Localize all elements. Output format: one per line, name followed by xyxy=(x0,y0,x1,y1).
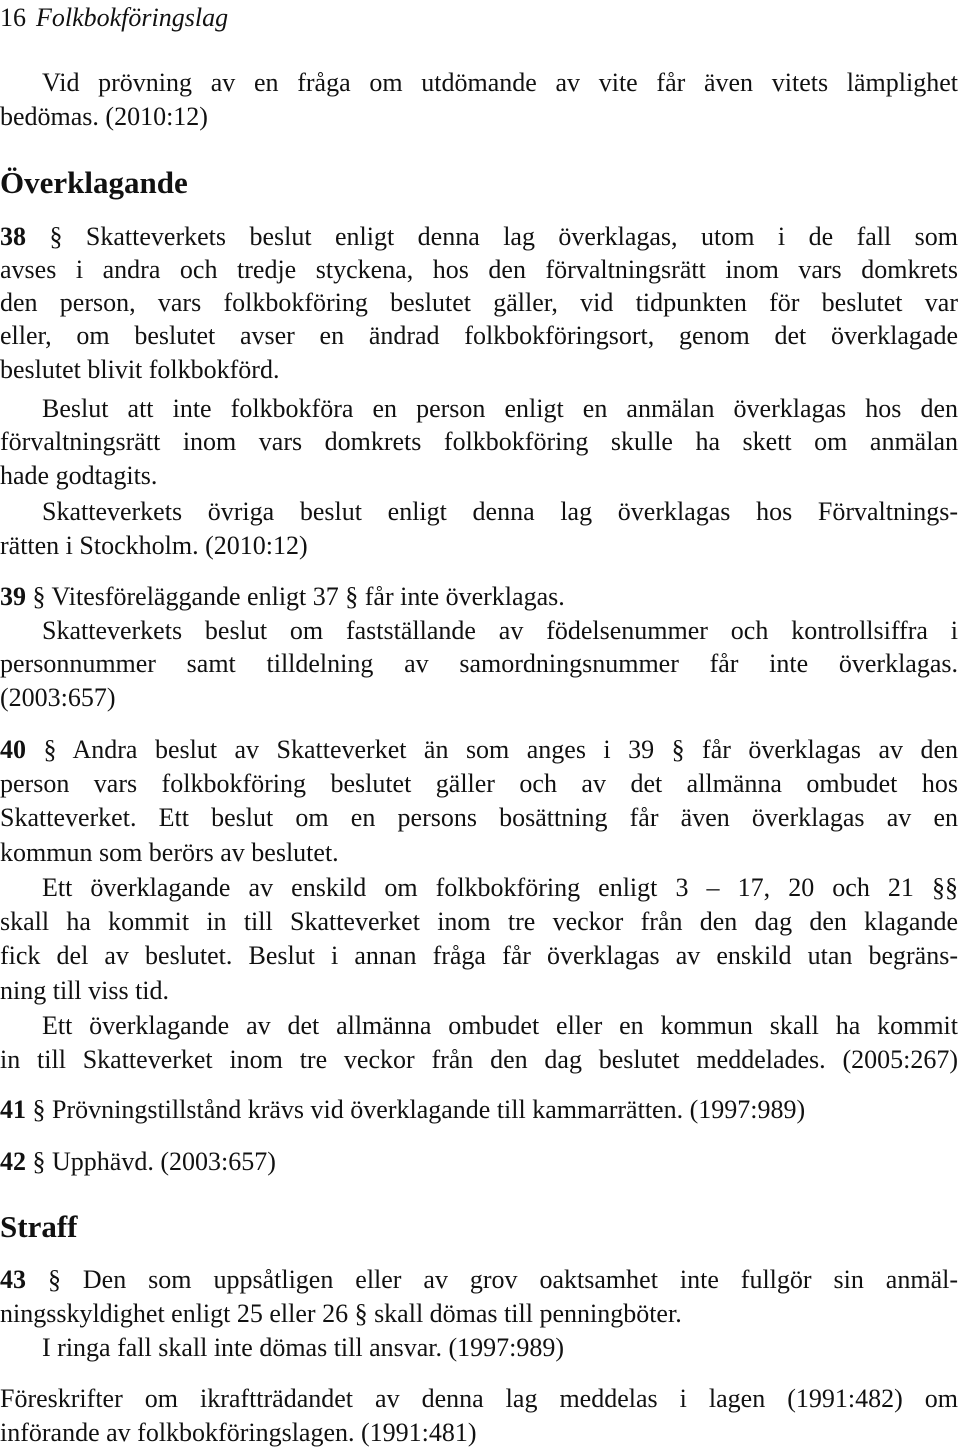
section-number: 43 xyxy=(0,1265,26,1294)
paragraph-line: förvaltningsrätt inom vars domkrets folkbokföring skulle ha skett om anmälan xyxy=(0,427,958,456)
section-number: 39 xyxy=(0,582,26,611)
section-38-first-line xyxy=(0,221,958,253)
paragraph-line: ning till viss tid. xyxy=(0,976,170,1005)
paragraph-line: rätten i Stockholm. (2010:12) xyxy=(0,531,308,560)
section-sign: § xyxy=(43,735,57,764)
running-title: Folkbokföringslag xyxy=(36,3,229,32)
section-text: Prövningstillstånd krävs vid överklagande till kammarrätten. (1997:989) xyxy=(45,1095,806,1124)
section-text: Vitesföreläggande enligt 37 § får inte överklagas. xyxy=(45,582,565,611)
paragraph-line: I ringa fall skall inte dömas till ansvar. (1997:989) xyxy=(42,1333,565,1362)
section-sign: § xyxy=(32,582,46,611)
section-43-first-line xyxy=(0,1264,958,1296)
section-sign: § xyxy=(47,1265,61,1294)
paragraph-line: avses i andra och tredje styckena, hos den förvaltningsrätt inom vars domkrets xyxy=(0,255,958,284)
section-text: Skatteverkets beslut enligt denna lag överklagas, utom i de fall som xyxy=(62,222,959,251)
section-39-first-line xyxy=(0,581,958,613)
page-header xyxy=(0,2,958,34)
section-text: Upphävd. (2003:657) xyxy=(45,1147,276,1176)
paragraph-line: personnummer samt tilldelning av samordningsnummer får inte överklagas. xyxy=(0,649,958,678)
section-41-line xyxy=(0,1094,958,1126)
paragraph-line: (2003:657) xyxy=(0,683,116,712)
section-number: 41 xyxy=(0,1095,26,1124)
paragraph-line: skall ha kommit in till Skatteverket inom tre veckor från den dag den klagande xyxy=(0,907,958,936)
section-heading-straff: Straff xyxy=(0,1209,78,1244)
paragraph-line: Ett överklagande av det allmänna ombudet eller en kommun skall ha kommit xyxy=(42,1011,958,1040)
section-40-first-line xyxy=(0,734,958,766)
section-sign: § xyxy=(32,1147,46,1176)
paragraph-line: eller, om beslutet avser en ändrad folkbokföringsort, genom det överklagade xyxy=(0,321,958,350)
section-sign: § xyxy=(49,222,63,251)
paragraph-line: Skatteverkets beslut om fastställande av födelsenummer och kontrollsiffra i xyxy=(42,616,958,645)
paragraph-line: fick del av beslutet. Beslut i annan fråga får överklagas av enskild utan begräns- xyxy=(0,941,958,970)
paragraph-line: in till Skatteverket inom tre veckor från den dag beslutet meddelades. (2005:267) xyxy=(0,1045,958,1074)
section-number: 42 xyxy=(0,1147,26,1176)
paragraph-line: Skatteverkets övriga beslut enligt denna lag överklagas hos Förvaltnings- xyxy=(42,497,958,526)
paragraph-line: hade godtagits. xyxy=(0,461,158,490)
section-sign: § xyxy=(32,1095,46,1124)
paragraph-line: ningsskyldighet enligt 25 eller 26 § skall dömas till penningböter. xyxy=(0,1299,682,1328)
paragraph-line: Ett överklagande av enskild om folkbokföring enligt 3 – 17, 20 och 21 §§ xyxy=(42,873,958,902)
paragraph-line: Beslut att inte folkbokföra en person enligt en anmälan överklagas hos den xyxy=(42,394,958,423)
paragraph-line: beslutet blivit folkbokförd. xyxy=(0,355,280,384)
paragraph-line: bedömas. (2010:12) xyxy=(0,102,208,131)
section-number: 40 xyxy=(0,735,26,764)
paragraph-line: den person, vars folkbokföring beslutet gäller, vid tidpunkten för beslutet var xyxy=(0,288,958,317)
section-text: Den som uppsåtligen eller av grov oaktsamhet inte fullgör sin anmäl- xyxy=(60,1265,958,1294)
section-42-line xyxy=(0,1146,958,1178)
footnote-line: införande av folkbokföringslagen. (1991:481) xyxy=(0,1418,477,1447)
section-text: Andra beslut av Skatteverket än som anges i 39 § får överklagas av den xyxy=(56,735,958,764)
paragraph-line: Skatteverket. Ett beslut om en persons bosättning får även överklagas av en xyxy=(0,803,958,832)
paragraph-line: kommun som berörs av beslutet. xyxy=(0,838,339,867)
paragraph-line: person vars folkbokföring beslutet gäller och av det allmänna ombudet hos xyxy=(0,769,958,798)
page-number: 16 xyxy=(0,3,26,32)
section-number: 38 xyxy=(0,222,26,251)
section-heading-overklagande: Överklagande xyxy=(0,165,188,200)
footnote-line: Föreskrifter om ikraftträdandet av denna lag meddelas i lagen (1991:482) om xyxy=(0,1384,958,1413)
paragraph-line: Vid prövning av en fråga om utdömande av vite får även vitets lämplighet xyxy=(42,68,958,97)
